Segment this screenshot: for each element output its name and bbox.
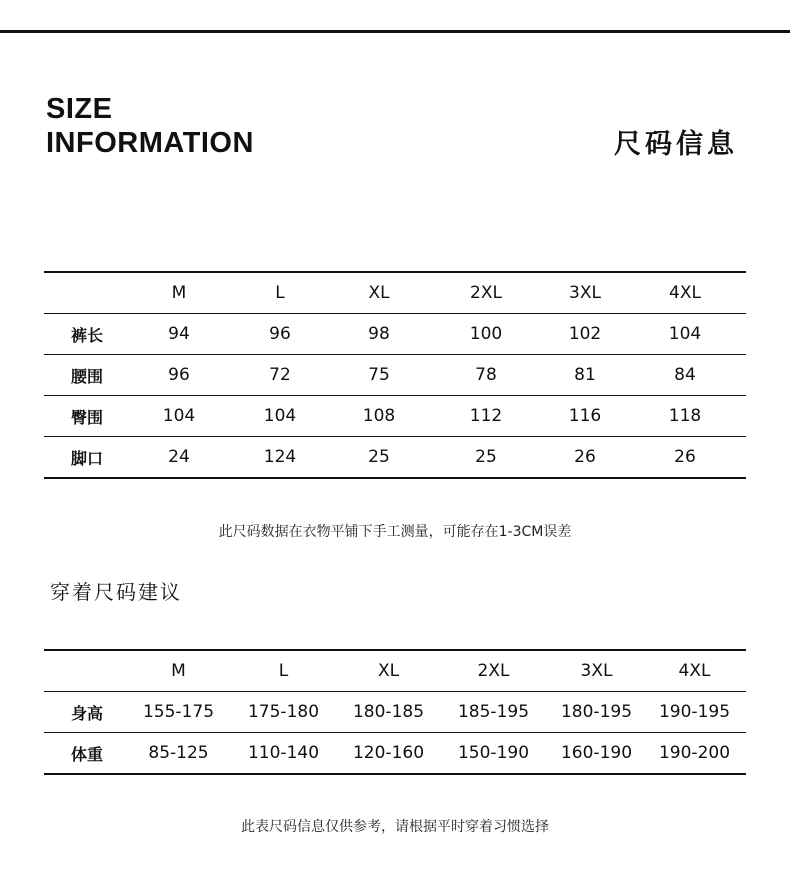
table-row (44, 437, 746, 479)
row-label: 臀围 (44, 396, 130, 437)
table-cell: 72 (228, 355, 332, 396)
table-cell: 180-185 (340, 692, 437, 733)
table-cell: 175-180 (227, 692, 340, 733)
table-cell: 26 (674, 447, 696, 467)
recommend-table (44, 649, 746, 775)
header-cell: 3XL (546, 272, 624, 314)
header-cell: 3XL (550, 650, 643, 692)
table-cell: 155-175 (130, 692, 227, 733)
table-row (44, 692, 746, 733)
table-cell: 185-195 (437, 692, 550, 733)
table-cell: 150-190 (457, 743, 530, 763)
header-cell: M (130, 272, 228, 314)
table-cell: 110-140 (247, 743, 320, 763)
table-cell: 81 (546, 355, 624, 396)
row-label: 裤长 (44, 314, 130, 355)
title-line-information: INFORMATION (46, 127, 254, 159)
row-label: 腰围 (44, 355, 130, 396)
table-cell: 84 (624, 355, 746, 396)
table-cell: 160-190 (560, 743, 633, 763)
table-cell: 180-195 (550, 692, 643, 733)
recommend-note: 此表尺码信息仅供参考，请根据平时穿着习惯选择 (241, 819, 549, 835)
header-cell: 2XL (437, 650, 550, 692)
table-cell: 78 (426, 355, 546, 396)
table-row (44, 733, 746, 775)
title-line-size: SIZE (46, 93, 113, 125)
header-cell: XL (340, 650, 437, 692)
table-cell: 25 (475, 447, 497, 467)
row-label: 脚口 (70, 448, 103, 468)
table-row (44, 355, 746, 396)
table-cell: 102 (546, 314, 624, 355)
table-cell: 24 (168, 447, 190, 467)
header-cell: L (228, 272, 332, 314)
table-cell: 124 (263, 447, 297, 467)
recommend-title: 穿着尺码建议 (50, 580, 182, 604)
table-cell: 104 (624, 314, 746, 355)
size-table (44, 271, 746, 479)
table-cell: 100 (426, 314, 546, 355)
header-cell: 2XL (426, 272, 546, 314)
header-cell: L (227, 650, 340, 692)
header-cell: XL (332, 272, 426, 314)
table-cell: 118 (624, 396, 746, 437)
table-cell: 25 (368, 447, 390, 467)
table-cell: 116 (546, 396, 624, 437)
table-cell: 26 (574, 447, 596, 467)
table-cell: 120-160 (352, 743, 425, 763)
top-divider (0, 30, 790, 33)
header-cell (44, 650, 130, 692)
table-cell: 112 (426, 396, 546, 437)
recommend-table-header-row (44, 650, 746, 692)
header-cell: 4XL (624, 272, 746, 314)
table-cell: 96 (228, 314, 332, 355)
table-row (44, 396, 746, 437)
table-cell: 96 (130, 355, 228, 396)
table-cell: 75 (332, 355, 426, 396)
header-cell: M (130, 650, 227, 692)
table-cell: 190-195 (643, 692, 746, 733)
size-table-header-row (44, 272, 746, 314)
table-cell: 98 (332, 314, 426, 355)
table-cell: 190-200 (658, 743, 731, 763)
table-row (44, 314, 746, 355)
page-title-en (46, 92, 254, 160)
table-cell: 94 (130, 314, 228, 355)
table-cell: 108 (332, 396, 426, 437)
table-cell: 85-125 (148, 743, 209, 763)
size-note: 此尺码数据在衣物平铺下手工测量，可能存在1-3CM误差 (218, 524, 572, 540)
header-cell (44, 272, 130, 314)
header-cell: 4XL (643, 650, 746, 692)
table-cell: 104 (228, 396, 332, 437)
table-cell: 104 (130, 396, 228, 437)
row-label: 体重 (70, 744, 103, 764)
page-title-cn: 尺码信息 (614, 129, 738, 160)
row-label: 身高 (44, 692, 130, 733)
